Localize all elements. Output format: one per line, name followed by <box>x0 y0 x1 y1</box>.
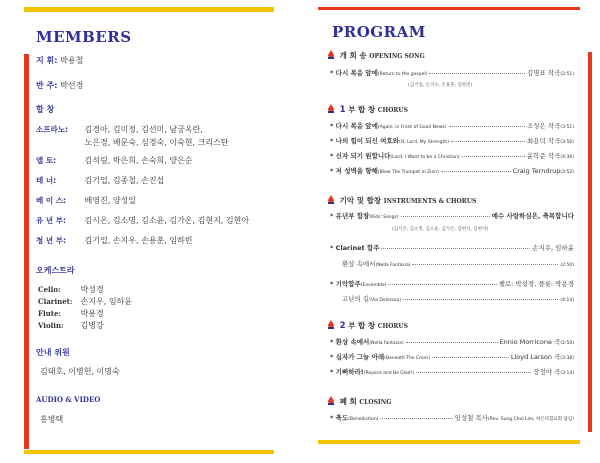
item-duration: (2:51) <box>560 72 574 77</box>
choir-role: 테 너: <box>36 176 57 185</box>
leader-dots <box>432 357 509 358</box>
choir-role: 베 이 스: <box>36 196 66 205</box>
item-credit-text: 예수 사랑하심은, 축복합니다 <box>491 212 574 220</box>
orchestra-names: 김병강 <box>80 321 104 330</box>
item-title-ko: * Clarinet 합주 <box>330 244 380 252</box>
marker-icon <box>328 104 334 113</box>
part2-heading <box>328 320 408 331</box>
choir-row-alto <box>36 155 193 166</box>
item-title-en: (Return to the gospel) <box>377 72 428 77</box>
leader-dots <box>401 216 490 217</box>
choir-label: 합 창 <box>36 105 55 114</box>
item-credit-text: 장정야 곡 <box>533 368 561 376</box>
orchestra-row-clarinet <box>38 296 132 307</box>
orchestra-label: 오케스트라 <box>36 266 75 275</box>
program-item <box>342 294 574 303</box>
program-title: PROGRAM <box>332 23 426 41</box>
item-title-ko: * 신자 되기 원합니다 <box>330 152 391 160</box>
item-title-ko: 환상 속에서 <box>342 260 376 268</box>
choir-row-children <box>36 215 249 226</box>
opening-note: (김기업, 손지우, 손용훈, 임하빈) <box>408 83 473 88</box>
orchestra-row-cello <box>38 284 104 295</box>
closing-heading-en: CLOSING <box>359 399 392 406</box>
part2-heading-en: CHORUS <box>377 323 408 330</box>
item-duration: (Rev. Sung Chul Lim, 하은다함교회 담임) <box>488 417 574 422</box>
item-duration: (3:52) <box>560 170 574 175</box>
program-item <box>330 337 574 346</box>
item-title-ko: * 다시 복음 앞에 <box>330 122 378 130</box>
closing-heading-ko: 폐 회 <box>339 397 357 406</box>
conductor-row <box>36 55 83 66</box>
program-item <box>330 243 574 252</box>
program-item <box>330 367 574 376</box>
item-credit <box>527 68 574 77</box>
program-item <box>330 121 574 130</box>
av-label: AUDIO & VIDEO <box>36 395 101 404</box>
leader-dots <box>380 418 452 419</box>
members-title: MEMBERS <box>36 28 132 46</box>
conductor-role: 지 휘: <box>36 56 58 65</box>
item-title-en: (Benediction) <box>348 417 379 422</box>
choir-names: 김석림, 박은희, 손숙희, 양은순 <box>84 156 193 165</box>
opening-heading <box>328 50 425 61</box>
accompanist-row <box>36 80 83 91</box>
item-title-en: (Blow The Trumpet in Zion) <box>377 170 439 175</box>
program-item <box>330 279 574 288</box>
choir-names: 배영진, 양성일 <box>84 196 137 205</box>
ushers-label: 안내 위원 <box>36 348 70 357</box>
item-title-ko: * 다시 복음 앞에 <box>330 69 378 77</box>
item-duration: (3:14) <box>560 371 574 376</box>
item-title-en: (Nella Fantasia) <box>375 263 411 268</box>
orchestra-role: Clarinet: <box>38 297 73 306</box>
item-credit-text: 조성은 작곡 <box>526 122 561 130</box>
accompanist-name: 박선경 <box>60 81 84 90</box>
item-title-en: (Ensemble) <box>360 283 387 288</box>
item-title-en: (Nella fantasia) <box>369 341 404 346</box>
item-credit-text: 윤학준 작곡 <box>526 152 561 160</box>
item-credit-text: Lloyd Larson 곡 <box>510 353 561 361</box>
item-title-ko: * 축도 <box>330 414 349 422</box>
item-duration: (4:14) <box>560 298 574 303</box>
part1-heading <box>328 104 408 115</box>
instruments-heading-ko: 기악 및 합창 <box>339 196 382 205</box>
orchestra-names: 박성경 <box>80 285 104 294</box>
choir-role: 소프라노: <box>36 125 68 134</box>
orchestra-row-violin <box>38 320 104 331</box>
orchestra-role: Flute: <box>38 309 61 318</box>
item-title-en: (Rejoice and Be Glad!) <box>363 371 415 376</box>
right-red-bar <box>588 52 592 432</box>
orchestra-row-flute <box>38 308 104 319</box>
closing-heading <box>328 396 391 407</box>
item-duration: (3:56) <box>560 140 574 145</box>
choir-role: 유 년 부: <box>36 216 66 225</box>
item-title-ko: * 기뻐하라! <box>330 368 364 376</box>
item-title-en: (Kids' Songs) <box>369 215 399 220</box>
opening-heading-ko: 개 회 송 <box>339 51 367 60</box>
item-title-ko: * 십자가 그늘 아래 <box>330 353 385 361</box>
leader-dots <box>441 171 511 172</box>
item-title-en: (O, Lord, My Strength) <box>398 140 449 145</box>
accompanist-role: 반 주: <box>36 81 58 90</box>
part2-number: 2 <box>339 321 346 331</box>
instruments-heading-en: INSTRUMENTS & CHORUS <box>383 198 477 205</box>
choir-names: 김경아, 김미정, 김선미, 남궁옥란, <box>84 125 203 134</box>
choir-names: 노은경, 배문숙, 심경숙, 이숙현, 크리스탄 <box>84 138 229 147</box>
item-title-en: (Again, in Front of Good News) <box>377 125 447 130</box>
marker-icon <box>328 396 334 405</box>
item-duration: (2:50) <box>560 263 574 268</box>
marker-icon <box>328 195 334 204</box>
part1-heading-ko: 부 합 창 <box>348 105 376 114</box>
choir-role: 청 년 부: <box>36 236 66 245</box>
item-duration: (3:51) <box>560 125 574 130</box>
leader-dots <box>462 156 525 157</box>
item-credit-text: 김명표 작곡 <box>526 69 561 77</box>
program-item <box>330 136 574 145</box>
item-title-ko: 고난의 길 <box>342 295 370 303</box>
program-item <box>330 211 574 220</box>
item-credit-text: 손지우, 임하윤 <box>532 244 574 252</box>
choir-row-soprano <box>36 124 203 135</box>
choir-row-bass <box>36 195 136 206</box>
program-item <box>330 151 574 160</box>
choir-row-tenor <box>36 175 164 186</box>
leader-dots <box>403 299 558 300</box>
item-title-ko: * 저 성벽을 향해 <box>330 167 378 175</box>
item-duration: (2:50) <box>560 341 574 346</box>
program-item <box>330 413 574 422</box>
marker-icon <box>328 50 334 59</box>
program-item <box>330 352 574 361</box>
part1-number: 1 <box>339 105 346 115</box>
program-item <box>330 166 574 175</box>
item-credit-text: Ennio Morricone 곡 <box>499 338 561 346</box>
leader-dots <box>388 284 496 285</box>
item-title-en: (Via Dolorosa) <box>369 298 401 303</box>
part2-heading-ko: 부 합 창 <box>348 321 376 330</box>
choir-names: 김시온, 김소명, 김소윤, 김가온, 김현지, 김현아 <box>84 216 250 225</box>
program-item <box>330 68 574 77</box>
choir-names: 김기업, 김종철, 손진섭 <box>84 176 165 185</box>
orchestra-role: Cello: <box>38 285 61 294</box>
item-title-ko: * 유년부 합창 <box>330 212 370 220</box>
orchestra-names: 손지우, 임하윤 <box>80 297 133 306</box>
item-duration: (3:38) <box>560 356 574 361</box>
item-credit-text: 첼로: 박성경, 플룻: 박용경 <box>498 280 574 288</box>
item-title-en: (Lord, I Want to be a Christian) <box>390 155 460 160</box>
program-top-red-bar <box>318 7 580 10</box>
choir-role: 앨 토: <box>36 156 57 165</box>
choir-row-youth <box>36 235 193 246</box>
orchestra-names: 박용경 <box>80 309 104 318</box>
leader-dots <box>412 264 558 265</box>
item-credit-text: 최용덕 작곡 <box>526 137 561 145</box>
leader-dots <box>416 372 531 373</box>
kids-note: (김시온, 김소명, 김소윤, 김가온, 김현지, 김현아) <box>392 227 489 232</box>
item-duration: (4:36) <box>560 155 574 160</box>
marker-icon <box>328 320 334 329</box>
item-title-ko: * 환상 속에서 <box>330 338 370 346</box>
item-title <box>330 68 427 77</box>
program-item <box>342 259 574 268</box>
orchestra-role: Violin: <box>38 321 64 330</box>
item-title-en: (Beneath The Cross) <box>384 356 431 361</box>
opening-heading-en: OPENING SONG <box>369 53 425 60</box>
leader-dots <box>451 141 525 142</box>
item-title-ko: * 나의 힘이 되신 여호와 <box>330 137 399 145</box>
choir-row-soprano-cont <box>36 137 229 148</box>
choir-names: 김기업, 손지우, 손용훈, 임하빈 <box>84 236 193 245</box>
conductor-name: 박용철 <box>60 56 84 65</box>
leader-dots <box>381 248 530 249</box>
program-bottom-yellow-bar <box>318 440 580 444</box>
leader-dots <box>449 126 525 127</box>
item-title-ko: * 기악합주 <box>330 280 361 288</box>
av-names: 홍병택 <box>40 415 64 424</box>
item-credit-text: 임성철 목사 <box>454 414 489 422</box>
ushers-names: 김태호, 이병헌, 이명숙 <box>40 367 120 376</box>
leader-dots <box>429 73 525 74</box>
part1-heading-en: CHORUS <box>377 107 408 114</box>
item-credit-text: Craig Terndrup <box>512 167 561 175</box>
leader-dots <box>406 342 498 343</box>
instruments-heading <box>328 195 476 206</box>
